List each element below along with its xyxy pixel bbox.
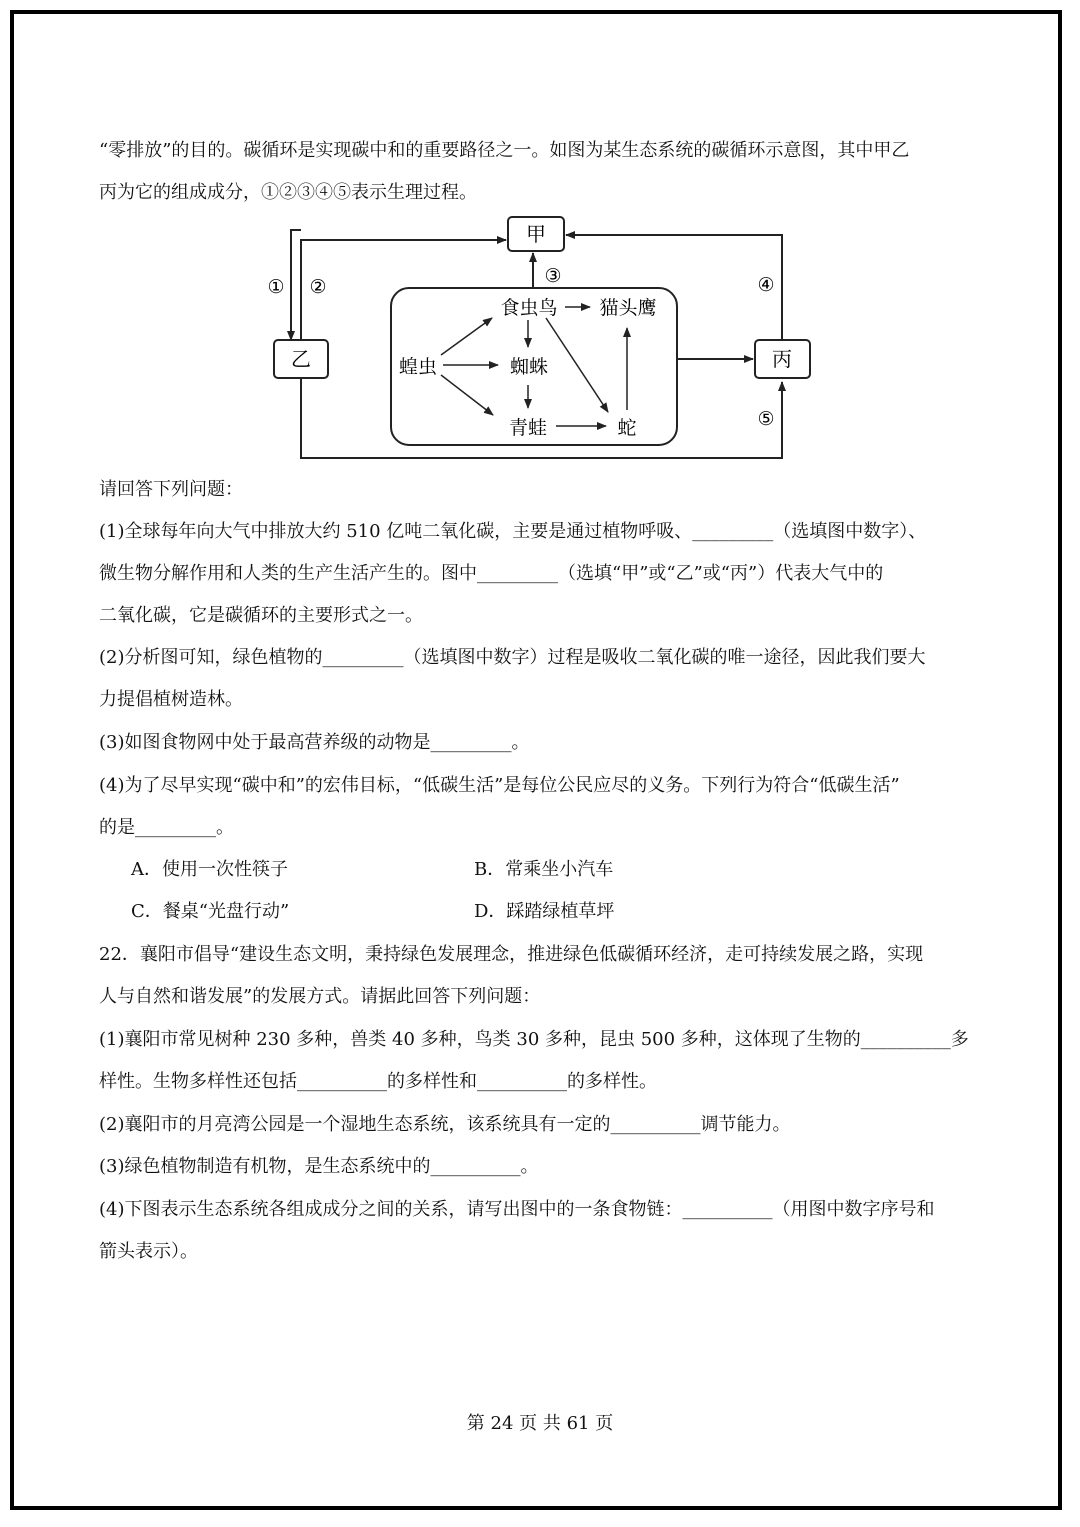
- label-bing: 丙: [772, 347, 792, 371]
- q22-part3: (3)绿色植物制造有机物，是生态系统中的__________。: [99, 1156, 539, 1177]
- q22-part1-line2: 样性。生物多样性还包括__________的多样性和__________的多样性。: [99, 1071, 657, 1092]
- q22-part4-line2: 箭头表示）。: [99, 1241, 198, 1262]
- carbon-cycle-diagram: [0, 210, 1080, 470]
- q21-part1-line2: 微生物分解作用和人类的生产生活产生的。图中_________（选填“甲”或“乙”或“丙”）代表大气中的: [99, 563, 884, 584]
- intro-line-1: “零排放”的目的。碳循环是实现碳中和的重要路径之一。如图为某生态系统的碳循环示意图，其中甲乙: [99, 140, 910, 161]
- label-huangchong: 蝗虫: [398, 356, 438, 378]
- q21-part4-line1: (4)为了尽早实现“碳中和”的宏伟目标，“低碳生活”是每位公民应尽的义务。下列行为符合“低碳生活”: [99, 775, 900, 796]
- q22-line2: 人与自然和谐发展”的发展方式。请据此回答下列问题：: [99, 986, 541, 1007]
- q21-part4-line2: 的是_________。: [99, 817, 234, 838]
- label-zhizhu: 蜘蛛: [509, 356, 549, 378]
- label-process-2: ②: [309, 276, 327, 298]
- q21-part3: (3)如图食物网中处于最高营养级的动物是_________。: [99, 732, 530, 753]
- q22-part4-line1: (4)下图表示生态系统各组成成分之间的关系，请写出图中的一条食物链：__________（用图中数字序号和: [99, 1199, 935, 1220]
- label-process-1: ①: [267, 276, 285, 298]
- option-b: B．常乘坐小汽车: [474, 859, 614, 880]
- label-shichongniao: 食虫鸟: [500, 297, 558, 319]
- option-d: D．踩踏绿植草坪: [474, 901, 615, 922]
- q21-part2-line1: (2)分析图可知，绿色植物的_________（选填图中数字）过程是吸收二氧化碳的唯一途径，因此我们要大: [99, 647, 926, 668]
- label-jia: 甲: [526, 222, 546, 246]
- intro-line-2: 丙为它的组成成分，①②③④⑤表示生理过程。: [99, 182, 477, 203]
- option-c: C．餐桌“光盘行动”: [131, 901, 290, 922]
- q22-part1-line1: (1)襄阳市常见树种 230 多种，兽类 40 多种，鸟类 30 多种，昆虫 500 多种，这体现了生物的__________多: [99, 1029, 969, 1050]
- label-process-3: ③: [544, 265, 562, 287]
- label-process-5: ⑤: [757, 408, 775, 430]
- label-qingwa: 青蛙: [508, 417, 548, 439]
- label-yi: 乙: [291, 347, 311, 371]
- option-a: A．使用一次性筷子: [131, 859, 288, 880]
- q22-part2: (2)襄阳市的月亮湾公园是一个湿地生态系统，该系统具有一定的__________调节能力。: [99, 1114, 791, 1135]
- label-maotouying: 猫头鹰: [599, 297, 657, 319]
- q21-prompt: 请回答下列问题：: [99, 479, 243, 500]
- q21-part2-line2: 力提倡植树造林。: [99, 689, 243, 710]
- label-she: 蛇: [617, 417, 637, 439]
- arrow-process-1: [291, 230, 301, 340]
- q21-part1-line1: (1)全球每年向大气中排放大约 510 亿吨二氧化碳，主要是通过植物呼吸、_________（选填图中数字）、: [99, 521, 927, 542]
- q22-line1: 22．襄阳市倡导“建设生态文明，秉持绿色发展理念，推进绿色低碳循环经济，走可持续发展之路，实现: [99, 944, 924, 965]
- label-process-4: ④: [757, 274, 775, 296]
- q21-part1-line3: 二氧化碳，它是碳循环的主要形式之一。: [99, 605, 423, 626]
- page-footer: 第 24 页 共 61 页: [466, 1413, 614, 1434]
